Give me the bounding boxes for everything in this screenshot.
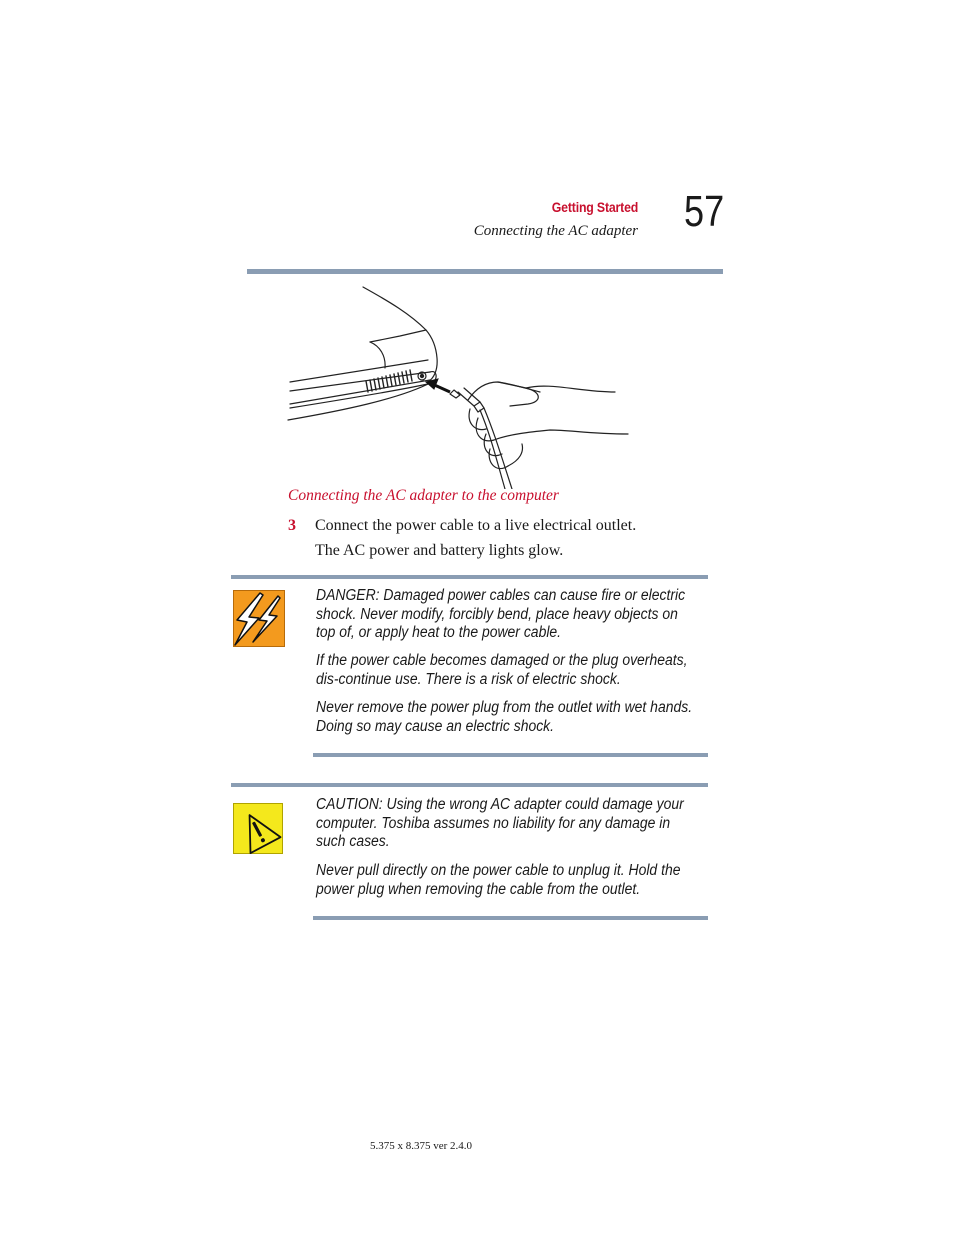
page-footer: 5.375 x 8.375 ver 2.4.0 [370, 1140, 473, 1152]
caution-exclamation-icon [233, 803, 285, 859]
page-number: 57 [684, 187, 725, 236]
step-text: Connect the power cable to a live electrical outlet. [315, 517, 637, 534]
caution-bottom-rule [313, 916, 708, 920]
danger-lightning-icon [233, 590, 285, 646]
caution-text-1: CAUTION: Using the wrong AC adapter could damage your computer. Toshiba assumes no liability for any damage in such cases. [316, 796, 684, 850]
ac-adapter-illustration [280, 284, 635, 489]
danger-top-rule [231, 575, 708, 579]
danger-bottom-rule [313, 753, 708, 757]
danger-text-1: DANGER: Damaged power cables can cause fire or electric shock. Never modify, forcibly bend, place heavy objects on top of, or apply heat to the power cable. [316, 587, 686, 641]
chapter-title: Getting Started [551, 199, 638, 215]
laptop-plug-drawing [280, 284, 635, 489]
figure-caption: Connecting the AC adapter to the computer [288, 487, 559, 504]
danger-text-2: If the power cable becomes damaged or the plug overheats, dis-continue use. There is a risk of electric shock. [316, 652, 688, 688]
caution-text-2: Never pull directly on the power cable to unplug it. Hold the power plug when removing the cable from the outlet. [316, 862, 681, 898]
header-rule [247, 269, 723, 274]
section-title: Connecting the AC adapter [473, 223, 638, 239]
danger-text-3: Never remove the power plug from the outlet with wet hands. Doing so may cause an electric shock. [316, 699, 693, 735]
step-number: 3 [288, 517, 296, 534]
caution-top-rule [231, 783, 708, 787]
step-result: The AC power and battery lights glow. [315, 542, 564, 559]
